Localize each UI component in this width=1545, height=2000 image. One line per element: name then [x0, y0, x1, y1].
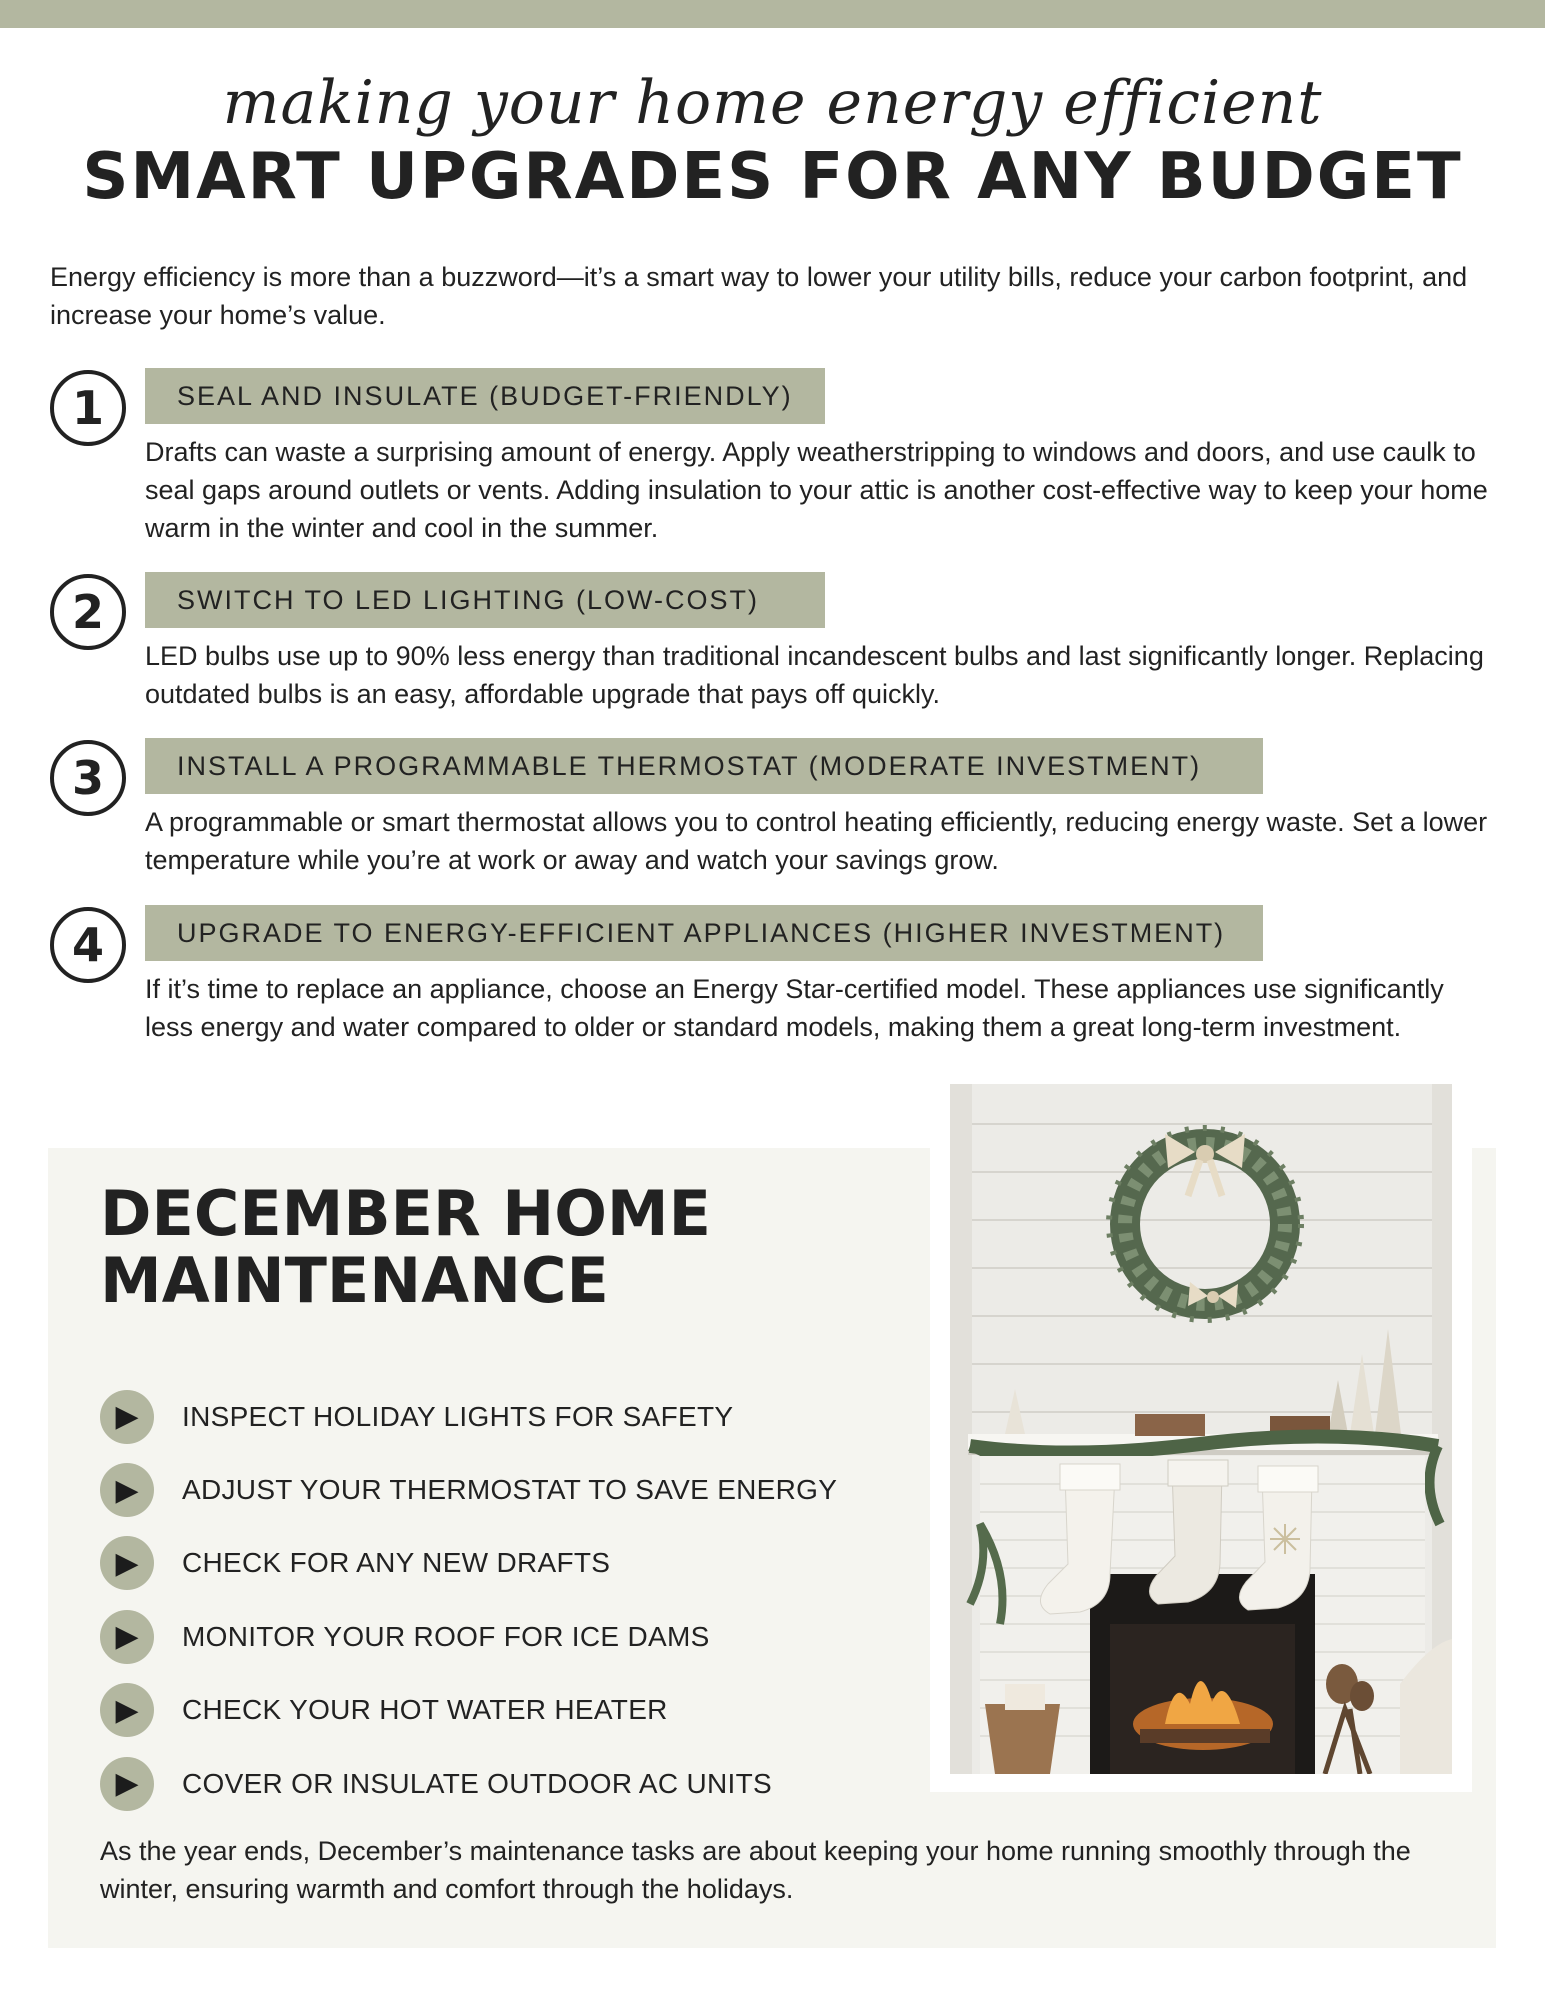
- task-label: CHECK FOR ANY NEW DRAFTS: [182, 1547, 611, 1579]
- play-arrow-icon: ▶: [100, 1683, 154, 1737]
- photo-frame: [930, 1084, 1472, 1792]
- task-label: INSPECT HOLIDAY LIGHTS FOR SAFETY: [182, 1400, 734, 1432]
- list-item: [100, 1527, 837, 1600]
- fireplace-photo: [950, 1084, 1452, 1774]
- step-number-badge: 3: [50, 740, 126, 816]
- step-body: Drafts can waste a surprising amount of energy. Apply weatherstripping to windows and doors, and use caulk to seal gaps around outlets or vents. Adding insulation to your attic is another cost-effective way to keep your home warm in the winter and cool in the summer.: [145, 437, 1488, 543]
- list-item: [100, 1380, 837, 1453]
- step-body: A programmable or smart thermostat allows you to control heating efficiently, reducing energy waste. Set a lower temperature while you’re at work or away and watch your savings grow.: [145, 807, 1488, 875]
- play-arrow-icon: ▶: [100, 1757, 154, 1811]
- step-heading: SWITCH TO LED LIGHTING (LOW-COST): [145, 572, 825, 628]
- step-body: LED bulbs use up to 90% less energy than traditional incandescent bulbs and last significantly longer. Replacing outdated bulbs is an easy, affordable upgrade that pays off quickly.: [145, 641, 1484, 709]
- play-arrow-icon: ▶: [100, 1390, 154, 1444]
- task-label: COVER OR INSULATE OUTDOOR AC UNITS: [182, 1767, 772, 1799]
- intro-paragraph: Energy efficiency is more than a buzzword—it’s a smart way to lower your utility bills, reduce your carbon footprint, and increase your home’s value.: [50, 262, 1468, 330]
- step-number-badge: 2: [50, 574, 126, 650]
- december-footer-paragraph: As the year ends, December’s maintenance tasks are about keeping your home running smoothly through the winter, ensuring warmth and comfort through the holidays.: [100, 1836, 1411, 1904]
- play-arrow-icon: ▶: [100, 1536, 154, 1590]
- step-heading: SEAL AND INSULATE (BUDGET-FRIENDLY): [145, 368, 825, 424]
- page-title: SMART UPGRADES FOR ANY BUDGET: [82, 140, 1463, 214]
- task-label: CHECK YOUR HOT WATER HEATER: [182, 1694, 668, 1726]
- task-label: MONITOR YOUR ROOF FOR ICE DAMS: [182, 1620, 710, 1652]
- step-body: If it’s time to replace an appliance, choose an Energy Star-certified model. These appliances use significantly less energy and water compared to older or standard models, making them a great long-term investment.: [145, 974, 1444, 1042]
- step-heading: UPGRADE TO ENERGY-EFFICIENT APPLIANCES (HIGHER INVESTMENT): [145, 905, 1263, 961]
- list-item: [100, 1453, 837, 1526]
- top-accent-bar: [0, 0, 1545, 28]
- step-heading: INSTALL A PROGRAMMABLE THERMOSTAT (MODERATE INVESTMENT): [145, 738, 1263, 794]
- script-subtitle: making your home energy efficient: [222, 68, 1323, 138]
- task-label: ADJUST YOUR THERMOSTAT TO SAVE ENERGY: [182, 1474, 838, 1506]
- list-item: [100, 1747, 837, 1820]
- step-number-badge: 4: [50, 907, 126, 983]
- december-heading: DECEMBER HOME MAINTENANCE: [100, 1177, 711, 1317]
- play-arrow-icon: ▶: [100, 1463, 154, 1517]
- list-item: [100, 1674, 837, 1747]
- step-number-badge: 1: [50, 370, 126, 446]
- play-arrow-icon: ▶: [100, 1610, 154, 1664]
- maintenance-task-list: [100, 1380, 837, 1820]
- list-item: [100, 1600, 837, 1673]
